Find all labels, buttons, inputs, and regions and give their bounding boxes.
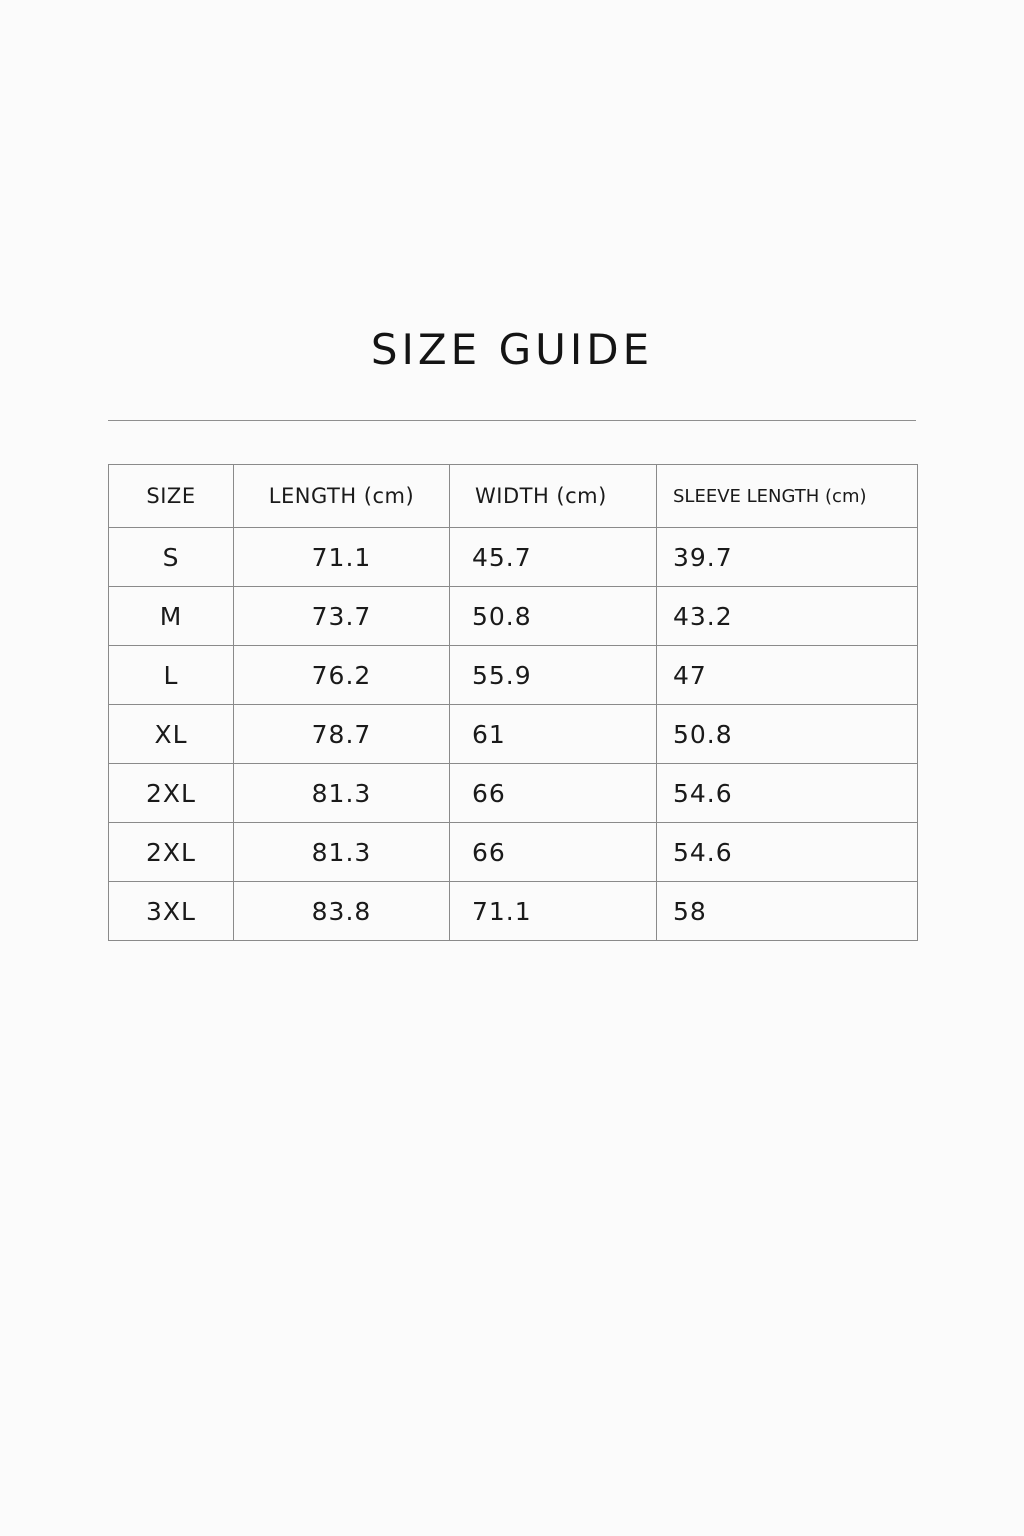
cell-width: 61	[450, 705, 657, 764]
cell-length: 81.3	[234, 764, 450, 823]
table-row	[109, 764, 918, 823]
cell-sleeve-length: 43.2	[657, 587, 918, 646]
cell-length: 83.8	[234, 882, 450, 941]
cell-length: 71.1	[234, 528, 450, 587]
cell-size: XL	[109, 705, 234, 764]
title-divider	[108, 420, 916, 421]
cell-size: L	[109, 646, 234, 705]
header-length: LENGTH (cm)	[234, 465, 450, 528]
cell-size: 2XL	[109, 764, 234, 823]
table-header-row	[109, 465, 918, 528]
cell-size: 2XL	[109, 823, 234, 882]
cell-width: 45.7	[450, 528, 657, 587]
table-row	[109, 587, 918, 646]
header-width: WIDTH (cm)	[450, 465, 657, 528]
cell-width: 66	[450, 764, 657, 823]
cell-sleeve-length: 39.7	[657, 528, 918, 587]
cell-sleeve-length: 54.6	[657, 764, 918, 823]
table-row	[109, 646, 918, 705]
cell-length: 76.2	[234, 646, 450, 705]
table-row	[109, 705, 918, 764]
table-row	[109, 823, 918, 882]
cell-length: 78.7	[234, 705, 450, 764]
cell-sleeve-length: 54.6	[657, 823, 918, 882]
cell-length: 73.7	[234, 587, 450, 646]
table-row	[109, 882, 918, 941]
cell-sleeve-length: 58	[657, 882, 918, 941]
header-size: SIZE	[109, 465, 234, 528]
cell-sleeve-length: 47	[657, 646, 918, 705]
cell-width: 66	[450, 823, 657, 882]
cell-sleeve-length: 50.8	[657, 705, 918, 764]
header-sleeve-length: SLEEVE LENGTH (cm)	[657, 465, 918, 528]
cell-size: M	[109, 587, 234, 646]
table-row	[109, 528, 918, 587]
cell-size: S	[109, 528, 234, 587]
cell-length: 81.3	[234, 823, 450, 882]
size-guide-table	[108, 464, 918, 941]
cell-width: 55.9	[450, 646, 657, 705]
cell-width: 71.1	[450, 882, 657, 941]
cell-size: 3XL	[109, 882, 234, 941]
page-title: SIZE GUIDE	[370, 325, 654, 374]
cell-width: 50.8	[450, 587, 657, 646]
